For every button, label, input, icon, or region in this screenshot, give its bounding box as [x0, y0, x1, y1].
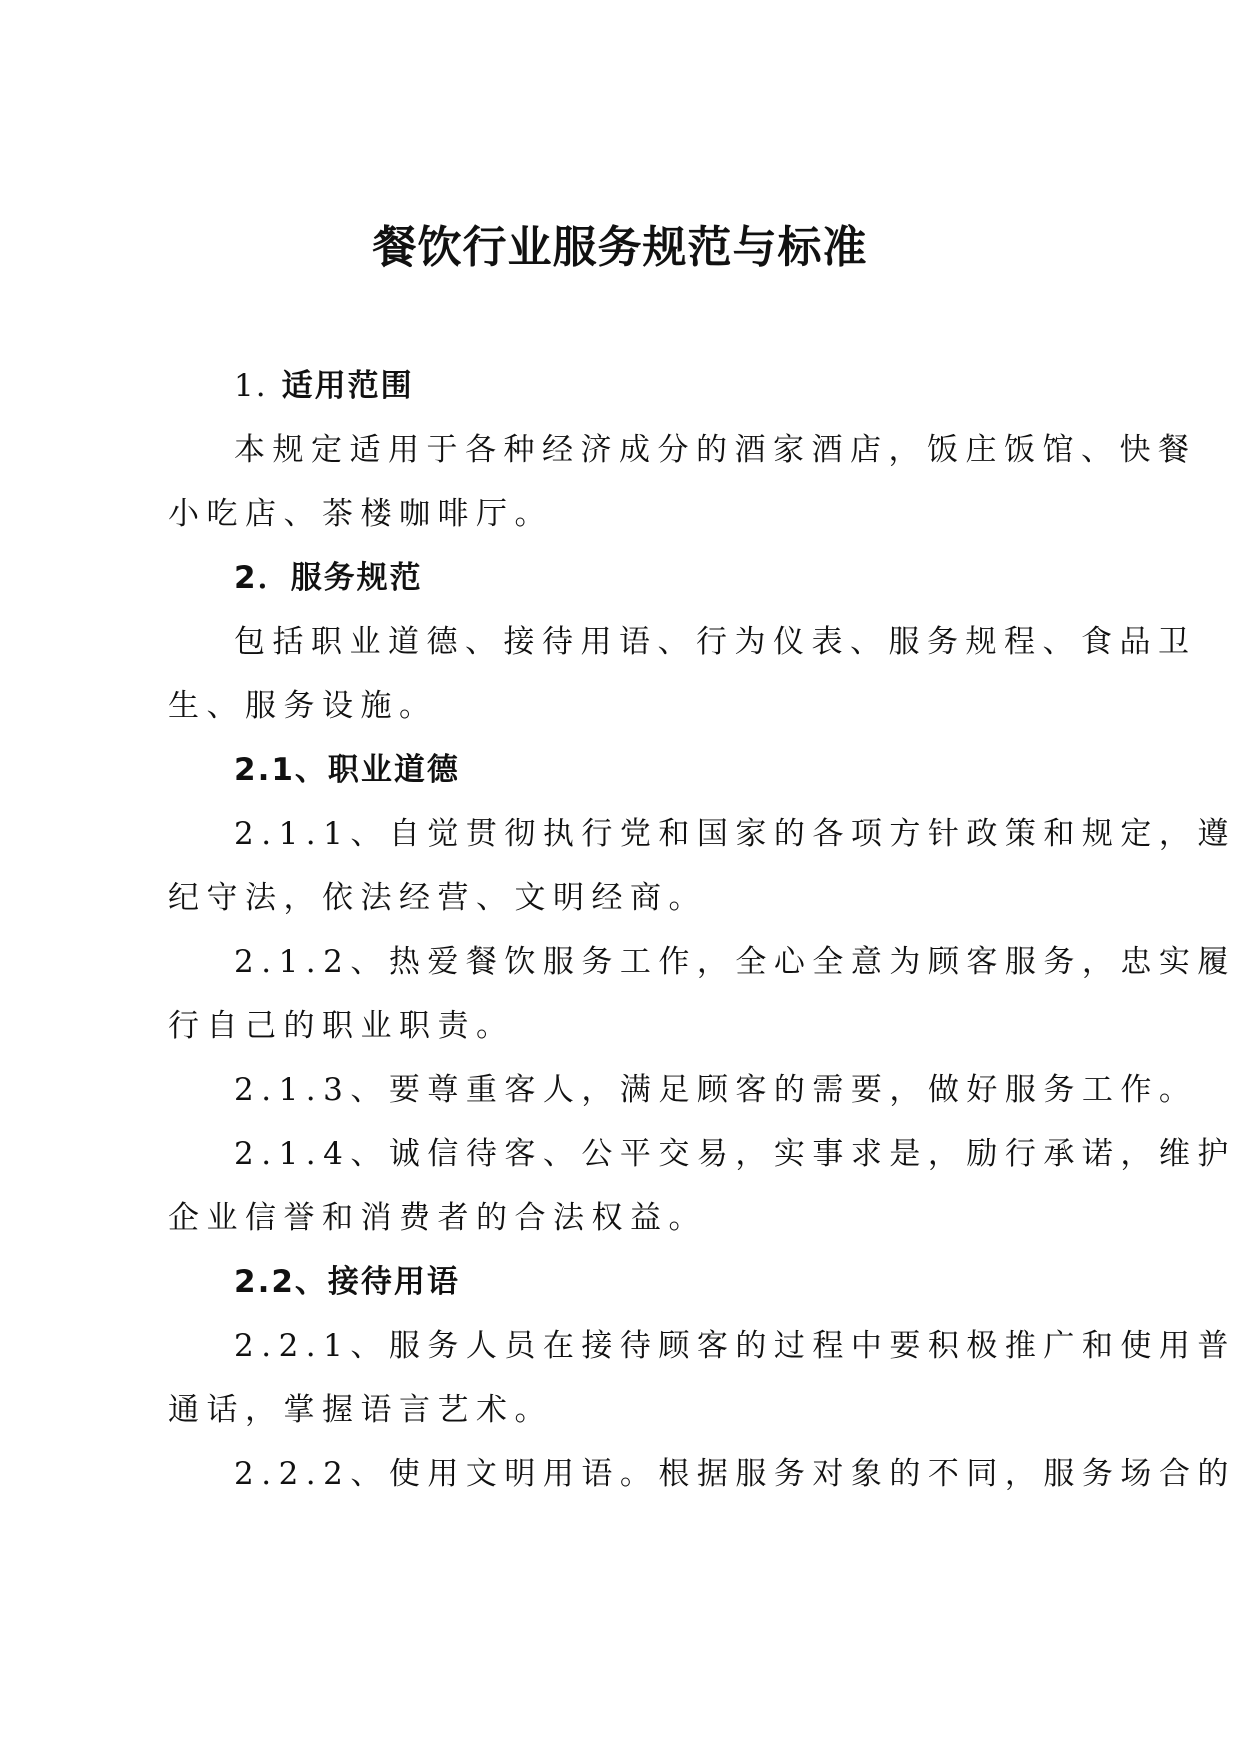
section-2-1-heading: 2.1、职业道德 — [234, 752, 460, 788]
section-2-2-heading: 2.2、接待用语 — [234, 1264, 460, 1300]
page-title: 餐饮行业服务规范与标准 — [372, 222, 868, 273]
section-2-paragraph-line-1: 包括职业道德、接待用语、行为仪表、服务规程、食品卫 — [234, 624, 1197, 660]
item-2-1-4-line-1: 2.1.4、诚信待客、公平交易，实事求是，励行承诺，维护 — [234, 1136, 1236, 1172]
item-2-1-2-line-2: 行自己的职业职责。 — [168, 1008, 515, 1044]
item-2-1-2-line-1: 2.1.2、热爱餐饮服务工作，全心全意为顾客服务，忠实履 — [234, 944, 1236, 980]
item-2-1-3-line-1: 2.1.3、要尊重客人，满足顾客的需要，做好服务工作。 — [234, 1072, 1198, 1108]
item-2-2-1-line-2: 通话，掌握语言艺术。 — [168, 1392, 553, 1428]
item-2-1-1-line-1: 2.1.1、自觉贯彻执行党和国家的各项方针政策和规定，遵 — [234, 816, 1236, 852]
item-2-1-1-line-2: 纪守法，依法经营、文明经商。 — [168, 880, 707, 916]
item-2-2-2-line-1: 2.2.2、使用文明用语。根据服务对象的不同，服务场合的 — [234, 1456, 1236, 1492]
section-1-paragraph-line-1: 本规定适用于各种经济成分的酒家酒店，饭庄饭馆、快餐 — [234, 432, 1197, 468]
document-body — [168, 354, 1236, 1506]
section-1-heading — [168, 354, 1078, 418]
section-1-paragraph-line-2: 小吃店、茶楼咖啡厅。 — [168, 496, 553, 532]
section-1-number: 1. — [234, 368, 268, 404]
section-2-heading: 2．服务规范 — [234, 560, 423, 596]
section-1-heading-text: 适用范围 — [281, 368, 414, 404]
section-2-paragraph-line-2: 生、服务设施。 — [168, 688, 438, 724]
item-2-2-1-line-1: 2.2.1、服务人员在接待顾客的过程中要积极推广和使用普 — [234, 1328, 1236, 1364]
item-2-1-4-line-2: 企业信誉和消费者的合法权益。 — [168, 1200, 707, 1236]
